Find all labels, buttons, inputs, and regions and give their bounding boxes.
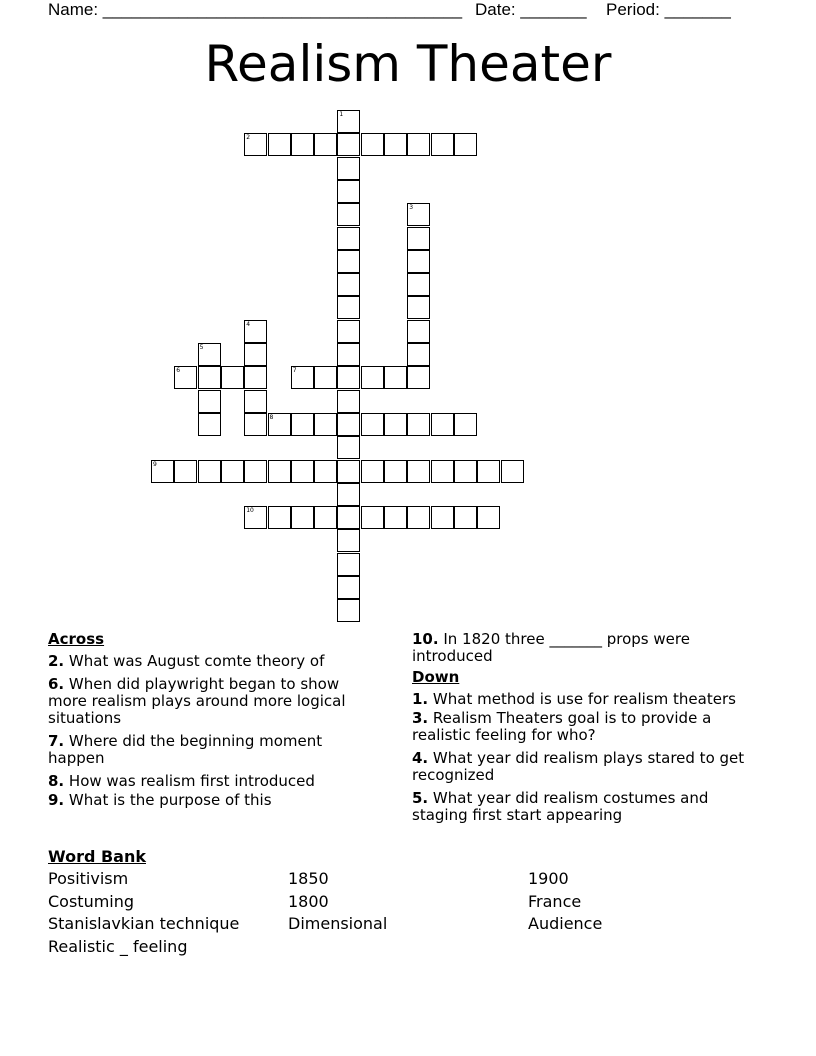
crossword-cell[interactable] [268,133,291,156]
clue-number: 9 [153,460,157,468]
crossword-cell[interactable] [454,413,477,436]
word-bank-item: Realistic _ feeling [48,937,188,956]
crossword-cell[interactable] [314,506,337,529]
crossword-cell[interactable] [337,599,360,622]
across-clues [48,631,378,815]
crossword-cell[interactable] [407,133,430,156]
crossword-cell[interactable] [174,460,197,483]
crossword-cell[interactable] [337,553,360,576]
crossword-cell[interactable] [407,227,430,250]
crossword-cell[interactable] [454,460,477,483]
crossword-cell[interactable] [337,413,360,436]
word-bank-item: France [528,892,582,911]
crossword-cell[interactable] [198,390,221,413]
crossword-cell[interactable] [454,506,477,529]
word-bank-item: Audience [528,914,603,933]
page-title: Realism Theater [204,35,612,93]
right-clues [412,631,762,830]
crossword-cell[interactable] [244,390,267,413]
clue-across-2: 2. What was August comte theory of [48,652,325,670]
crossword-cell[interactable] [454,133,477,156]
crossword-cell[interactable] [337,506,360,529]
crossword-cell[interactable] [361,460,384,483]
crossword-cell[interactable] [337,390,360,413]
crossword-cell[interactable] [337,227,360,250]
crossword-cell[interactable] [314,366,337,389]
crossword-cell[interactable] [384,413,407,436]
crossword-cell[interactable] [407,203,430,226]
clue-across-9: 9. What is the purpose of this [48,791,272,809]
crossword-cell[interactable] [198,413,221,436]
crossword-cell[interactable] [337,180,360,203]
crossword-cell[interactable] [314,460,337,483]
crossword-cell[interactable] [337,366,360,389]
crossword-cell[interactable] [384,506,407,529]
crossword-cell[interactable] [361,413,384,436]
word-bank-item: Stanislavkian technique [48,914,240,933]
crossword-cell[interactable] [337,483,360,506]
crossword-cell[interactable] [174,366,197,389]
clue-number: 4 [246,320,251,328]
crossword-cell[interactable] [407,320,430,343]
clue-across-8: 8. How was realism first introduced [48,772,315,790]
crossword-cell[interactable] [221,460,244,483]
date-field: Date: _______ [475,0,587,19]
crossword-cell[interactable] [361,133,384,156]
crossword-cell[interactable] [431,413,454,436]
crossword-cell[interactable] [337,320,360,343]
clue-down-1: 1. What method is use for realism theaters [412,690,736,708]
crossword-cell[interactable] [244,366,267,389]
clue-down-3: 3. Realism Theaters goal is to provide a realistic feeling for who? [412,709,712,744]
crossword-cell[interactable] [477,506,500,529]
crossword-cell[interactable] [337,273,360,296]
word-bank-heading: Word Bank [48,847,147,866]
crossword-cell[interactable] [361,366,384,389]
crossword-cell[interactable] [198,460,221,483]
down-heading: Down [412,668,460,686]
crossword-cell[interactable] [407,413,430,436]
crossword-cell[interactable] [407,250,430,273]
across-heading: Across [48,630,105,648]
clue-number: 1 [339,111,344,118]
crossword-cell[interactable] [361,506,384,529]
crossword-cell[interactable] [407,273,430,296]
clue-number: 6 [176,367,181,375]
name-field: Name: ______________________________________ [48,0,463,19]
crossword-cell[interactable] [268,506,291,529]
crossword-cell[interactable] [501,460,524,483]
crossword-cell[interactable] [384,366,407,389]
clue-number: 5 [199,344,204,351]
crossword-cell[interactable] [291,506,314,529]
crossword-cell[interactable] [337,529,360,552]
word-bank-item: Positivism [48,869,129,888]
word-bank-item: 1900 [528,869,569,888]
word-bank-item: 1850 [288,869,329,888]
crossword-cell[interactable] [314,133,337,156]
crossword-cell[interactable] [431,133,454,156]
crossword-cell[interactable] [407,296,430,319]
crossword-cell[interactable] [337,436,360,459]
clue-number: 10 [246,507,254,515]
crossword-cell[interactable] [291,133,314,156]
crossword-cell[interactable] [221,366,244,389]
clue-down-5: 5. What year did realism costumes and staging first start appearing [412,789,709,824]
crossword-cell[interactable] [291,460,314,483]
crossword-cell[interactable] [337,110,360,133]
clue-number: 7 [292,367,297,375]
clue-number: 2 [246,134,251,142]
crossword-cell[interactable] [244,413,267,436]
clue-across-10: 10. In 1820 three _______ props were introduced [412,630,690,665]
crossword-cell[interactable] [198,343,221,366]
period-field: Period: _______ [606,0,731,19]
crossword-cell[interactable] [291,366,314,389]
clue-number: 8 [269,413,274,421]
clue-down-4: 4. What year did realism plays stared to get recognized [412,749,745,784]
crossword-cell[interactable] [337,296,360,319]
crossword-cell[interactable] [244,343,267,366]
crossword-cell[interactable] [337,203,360,226]
crossword-cell[interactable] [384,133,407,156]
crossword-cell[interactable] [407,343,430,366]
crossword-cell[interactable] [337,157,360,180]
crossword-cell[interactable] [268,413,291,436]
crossword-cell[interactable] [198,366,221,389]
clue-across-7: 7. Where did the beginning moment happen [48,732,323,767]
crossword-cell[interactable] [407,460,430,483]
crossword-cell[interactable] [407,506,430,529]
crossword-cell[interactable] [151,460,174,483]
crossword-cell[interactable] [407,366,430,389]
word-bank-item: Costuming [48,892,135,911]
crossword-cell[interactable] [314,413,337,436]
crossword-cell[interactable] [244,506,267,529]
crossword-cell[interactable] [337,250,360,273]
word-bank-item: Dimensional [288,914,388,933]
crossword-cell[interactable] [337,343,360,366]
crossword-cell[interactable] [384,460,407,483]
crossword-cell[interactable] [244,460,267,483]
crossword-cell[interactable] [337,133,360,156]
clue-number: 3 [409,204,414,212]
crossword-cell[interactable] [431,460,454,483]
clue-across-6: 6. When did playwright began to show more realism plays around more logical situations [48,675,346,727]
crossword-cell[interactable] [431,506,454,529]
crossword-cell[interactable] [477,460,500,483]
crossword-cell[interactable] [291,413,314,436]
crossword-cell[interactable] [337,460,360,483]
crossword-cell[interactable] [268,460,291,483]
crossword-cell[interactable] [337,576,360,599]
crossword-cell[interactable] [244,133,267,156]
word-bank-item: 1800 [288,892,329,911]
crossword-cell[interactable] [244,320,267,343]
